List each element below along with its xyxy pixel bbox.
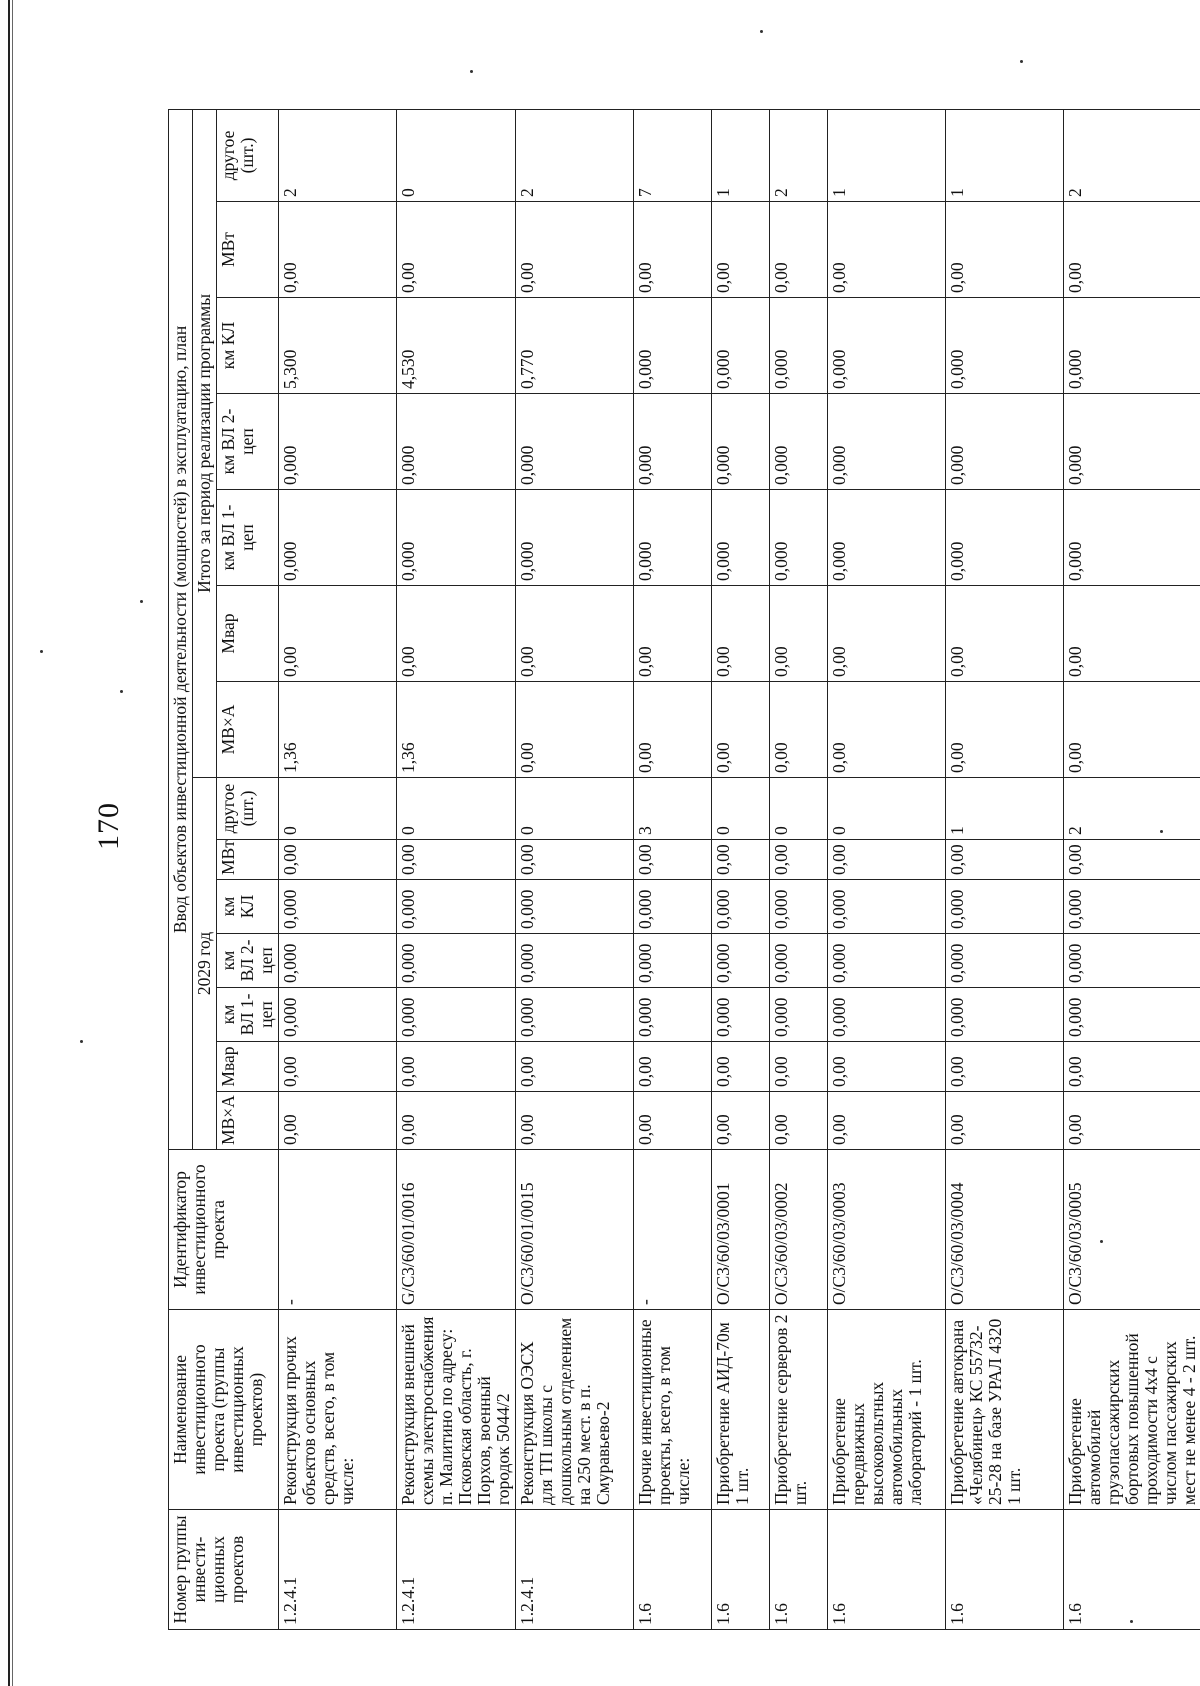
unit-header: МВт bbox=[217, 202, 279, 298]
page-edge-line bbox=[8, 0, 10, 1686]
total-value-cell: 0,000 bbox=[634, 490, 712, 586]
total-value-cell: 0,00 bbox=[946, 202, 1064, 298]
group-number-cell: 1.6 bbox=[1064, 1510, 1200, 1630]
year-value-cell: 0,000 bbox=[397, 880, 516, 934]
total-value-cell: 0,000 bbox=[516, 490, 634, 586]
year-value-cell: 0,000 bbox=[516, 988, 634, 1042]
total-value-cell: 0,000 bbox=[1064, 298, 1200, 394]
total-value-cell: 0,00 bbox=[1064, 586, 1200, 682]
total-value-cell: 0,000 bbox=[516, 394, 634, 490]
total-value-cell: 0,000 bbox=[712, 490, 770, 586]
project-name-cell: Приобретение автокрана «Челябинец» КС 55732-25-28 на базе УРАЛ 4320 1 шт. bbox=[946, 1310, 1064, 1510]
year-value-cell: 0,00 bbox=[770, 1092, 828, 1150]
group-number-cell: 1.2.4.1 bbox=[516, 1510, 634, 1630]
project-id-cell: O/C3/60/03/0004 bbox=[946, 1150, 1064, 1310]
rotated-table-container bbox=[168, 109, 1200, 1630]
unit-header: другое (шт.) bbox=[217, 778, 279, 840]
total-value-cell: 0,770 bbox=[516, 298, 634, 394]
group-number-cell: 1.2.4.1 bbox=[397, 1510, 516, 1630]
total-value-cell: 0,000 bbox=[279, 394, 397, 490]
year-value-cell: 0,000 bbox=[828, 934, 946, 988]
total-value-cell: 0,00 bbox=[279, 586, 397, 682]
year-value-cell: 0,00 bbox=[279, 840, 397, 880]
unit-header: Мвар bbox=[217, 1042, 279, 1092]
year-value-cell: 0,000 bbox=[712, 934, 770, 988]
year-value-cell: 0,000 bbox=[279, 988, 397, 1042]
year-value-cell: 0,000 bbox=[828, 988, 946, 1042]
year-value-cell: 0,00 bbox=[770, 840, 828, 880]
page-number: 170 bbox=[92, 802, 125, 850]
total-value-cell: 0,000 bbox=[828, 298, 946, 394]
total-value-cell: 0,00 bbox=[634, 682, 712, 778]
total-value-cell: 0,00 bbox=[1064, 202, 1200, 298]
total-value-cell: 0,00 bbox=[770, 586, 828, 682]
year-value-cell: 0,00 bbox=[279, 1042, 397, 1092]
header-project-name: Наименование инвестиционного проекта (группы инвестиционных проектов) bbox=[169, 1310, 279, 1510]
year-value-cell: 0,00 bbox=[1064, 840, 1200, 880]
total-value-cell: 2 bbox=[770, 109, 828, 201]
total-value-cell: 0,00 bbox=[279, 202, 397, 298]
unit-header: км КЛ bbox=[217, 298, 279, 394]
year-value-cell: 0,000 bbox=[828, 880, 946, 934]
header-commissioning: Ввод объектов инвестиционной деятельности (мощностей) в эксплуатацию, план bbox=[169, 109, 193, 1149]
project-name-cell: Приобретение серверов 2 шт. bbox=[770, 1310, 828, 1510]
project-id-cell: O/C3/60/03/0003 bbox=[828, 1150, 946, 1310]
year-value-cell: 3 bbox=[634, 778, 712, 840]
total-value-cell: 0,00 bbox=[828, 682, 946, 778]
project-name-cell: Реконструкция внешней схемы электроснабжения п. Малитино по адресу: Псковская область, г. Порхов, военный городок 5044/2 bbox=[397, 1310, 516, 1510]
year-value-cell: 0,00 bbox=[946, 840, 1064, 880]
year-value-cell: 0,00 bbox=[946, 1042, 1064, 1092]
year-value-cell: 0,000 bbox=[712, 880, 770, 934]
year-value-cell: 0 bbox=[828, 778, 946, 840]
project-id-cell: O/C3/60/01/0015 bbox=[516, 1150, 634, 1310]
unit-header: другое (шт.) bbox=[217, 109, 279, 201]
year-value-cell: 0 bbox=[279, 778, 397, 840]
project-name-cell: Приобретение передвижных высоковольтных автомобильных лабораторий - 1 шт. bbox=[828, 1310, 946, 1510]
table-row bbox=[770, 109, 828, 1629]
total-value-cell: 0,00 bbox=[946, 682, 1064, 778]
total-value-cell: 0,00 bbox=[397, 202, 516, 298]
total-value-cell: 4,530 bbox=[397, 298, 516, 394]
project-id-cell: - bbox=[279, 1150, 397, 1310]
unit-header: Мвар bbox=[217, 586, 279, 682]
year-value-cell: 0,000 bbox=[279, 880, 397, 934]
year-value-cell: 0,00 bbox=[397, 1092, 516, 1150]
year-value-cell: 1 bbox=[946, 778, 1064, 840]
total-value-cell: 2 bbox=[1064, 109, 1200, 201]
total-value-cell: 0,00 bbox=[634, 586, 712, 682]
year-value-cell: 0,00 bbox=[1064, 1042, 1200, 1092]
year-value-cell: 0,00 bbox=[516, 1092, 634, 1150]
year-value-cell: 0,00 bbox=[712, 840, 770, 880]
unit-header: МВт bbox=[217, 840, 279, 880]
year-value-cell: 0,00 bbox=[828, 1042, 946, 1092]
year-value-cell: 0 bbox=[712, 778, 770, 840]
unit-header: км ВЛ 2-цеп bbox=[217, 394, 279, 490]
total-value-cell: 0,00 bbox=[397, 586, 516, 682]
year-value-cell: 0,000 bbox=[770, 880, 828, 934]
year-value-cell: 0,000 bbox=[770, 934, 828, 988]
year-value-cell: 0,000 bbox=[516, 934, 634, 988]
year-value-cell: 0,00 bbox=[634, 840, 712, 880]
table-row bbox=[634, 109, 712, 1629]
total-value-cell: 0,000 bbox=[397, 490, 516, 586]
year-value-cell: 0,000 bbox=[1064, 880, 1200, 934]
total-value-cell: 0,000 bbox=[1064, 490, 1200, 586]
year-value-cell: 0 bbox=[397, 778, 516, 840]
year-value-cell: 0,000 bbox=[516, 880, 634, 934]
total-value-cell: 0,000 bbox=[397, 394, 516, 490]
project-name-cell: Приобретение автомобилей грузопассажирских бортовых повышенной проходимости 4x4 с числом пассажирских мест не менее 4 - 2 шт. bbox=[1064, 1310, 1200, 1510]
total-value-cell: 0,000 bbox=[634, 298, 712, 394]
year-value-cell: 0,000 bbox=[634, 934, 712, 988]
total-value-cell: 0,00 bbox=[770, 202, 828, 298]
total-value-cell: 0 bbox=[397, 109, 516, 201]
project-id-cell: - bbox=[634, 1150, 712, 1310]
year-value-cell: 0,00 bbox=[712, 1092, 770, 1150]
year-value-cell: 0,00 bbox=[946, 1092, 1064, 1150]
total-value-cell: 0,000 bbox=[770, 490, 828, 586]
project-name-cell: Прочие инвестиционные проекты, всего, в том числе: bbox=[634, 1310, 712, 1510]
total-value-cell: 0,000 bbox=[828, 394, 946, 490]
project-id-cell: O/C3/60/03/0002 bbox=[770, 1150, 828, 1310]
year-value-cell: 0,000 bbox=[1064, 934, 1200, 988]
total-value-cell: 0,00 bbox=[516, 586, 634, 682]
total-value-cell: 0,00 bbox=[828, 586, 946, 682]
total-value-cell: 5,300 bbox=[279, 298, 397, 394]
header-group-number: Номер группы инвести-ционных проектов bbox=[169, 1510, 279, 1630]
total-value-cell: 0,000 bbox=[634, 394, 712, 490]
total-value-cell: 0,00 bbox=[516, 682, 634, 778]
year-value-cell: 0,00 bbox=[770, 1042, 828, 1092]
year-value-cell: 0,00 bbox=[828, 1092, 946, 1150]
header-year: 2029 год bbox=[193, 778, 217, 1150]
total-value-cell: 1 bbox=[946, 109, 1064, 201]
table-row bbox=[1064, 109, 1200, 1629]
unit-header: км ВЛ 1-цеп bbox=[217, 988, 279, 1042]
total-value-cell: 0,000 bbox=[946, 490, 1064, 586]
project-id-cell: O/C3/60/03/0001 bbox=[712, 1150, 770, 1310]
group-number-cell: 1.6 bbox=[946, 1510, 1064, 1630]
year-value-cell: 0,000 bbox=[946, 934, 1064, 988]
total-value-cell: 0,000 bbox=[712, 298, 770, 394]
header-total: Итого за период реализации программы bbox=[193, 109, 217, 777]
table-row bbox=[279, 109, 397, 1629]
total-value-cell: 1,36 bbox=[279, 682, 397, 778]
unit-header: км ВЛ 1-цеп bbox=[217, 490, 279, 586]
total-value-cell: 2 bbox=[279, 109, 397, 201]
year-value-cell: 0,00 bbox=[279, 1092, 397, 1150]
table-row bbox=[946, 109, 1064, 1629]
year-value-cell: 0,000 bbox=[397, 934, 516, 988]
year-value-cell: 0,000 bbox=[946, 988, 1064, 1042]
group-number-cell: 1.6 bbox=[634, 1510, 712, 1630]
total-value-cell: 1 bbox=[712, 109, 770, 201]
year-value-cell: 0,000 bbox=[634, 988, 712, 1042]
total-value-cell: 0,000 bbox=[828, 490, 946, 586]
year-value-cell: 0,00 bbox=[634, 1092, 712, 1150]
total-value-cell: 1 bbox=[828, 109, 946, 201]
year-value-cell: 0,00 bbox=[397, 840, 516, 880]
total-value-cell: 0,000 bbox=[770, 394, 828, 490]
table-row bbox=[397, 109, 516, 1629]
year-value-cell: 0,000 bbox=[397, 988, 516, 1042]
project-name-cell: Реконструкция прочих объектов основных средств, всего, в том числе: bbox=[279, 1310, 397, 1510]
year-value-cell: 0,00 bbox=[712, 1042, 770, 1092]
table-row bbox=[828, 109, 946, 1629]
year-value-cell: 0 bbox=[516, 778, 634, 840]
total-value-cell: 0,000 bbox=[279, 490, 397, 586]
total-value-cell: 0,000 bbox=[770, 298, 828, 394]
total-value-cell: 0,00 bbox=[1064, 682, 1200, 778]
total-value-cell: 0,00 bbox=[712, 202, 770, 298]
year-value-cell: 0,00 bbox=[634, 1042, 712, 1092]
group-number-cell: 1.6 bbox=[712, 1510, 770, 1630]
group-number-cell: 1.6 bbox=[770, 1510, 828, 1630]
total-value-cell: 0,00 bbox=[828, 202, 946, 298]
total-value-cell: 0,000 bbox=[946, 298, 1064, 394]
header-project-id: Идентификатор инвестиционного проекта bbox=[169, 1150, 279, 1310]
investment-table bbox=[168, 109, 1200, 1630]
total-value-cell: 0,000 bbox=[712, 394, 770, 490]
table-row bbox=[712, 109, 770, 1629]
unit-header: км ВЛ 2-цеп bbox=[217, 934, 279, 988]
total-value-cell: 0,000 bbox=[946, 394, 1064, 490]
project-id-cell: O/C3/60/03/0005 bbox=[1064, 1150, 1200, 1310]
year-value-cell: 0,000 bbox=[770, 988, 828, 1042]
unit-header: км КЛ bbox=[217, 880, 279, 934]
year-value-cell: 0,00 bbox=[516, 1042, 634, 1092]
total-value-cell: 0,00 bbox=[712, 586, 770, 682]
table-row bbox=[516, 109, 634, 1629]
group-number-cell: 1.6 bbox=[828, 1510, 946, 1630]
total-value-cell: 1,36 bbox=[397, 682, 516, 778]
year-value-cell: 0,000 bbox=[1064, 988, 1200, 1042]
unit-header: МВ×А bbox=[217, 1092, 279, 1150]
total-value-cell: 7 bbox=[634, 109, 712, 201]
year-value-cell: 0,000 bbox=[946, 880, 1064, 934]
total-value-cell: 0,00 bbox=[634, 202, 712, 298]
year-value-cell: 0,000 bbox=[712, 988, 770, 1042]
total-value-cell: 0,00 bbox=[770, 682, 828, 778]
year-value-cell: 0,00 bbox=[828, 840, 946, 880]
year-value-cell: 0,000 bbox=[634, 880, 712, 934]
total-value-cell: 2 bbox=[516, 109, 634, 201]
year-value-cell: 0,000 bbox=[279, 934, 397, 988]
total-value-cell: 0,00 bbox=[946, 586, 1064, 682]
total-value-cell: 0,00 bbox=[712, 682, 770, 778]
year-value-cell: 0,00 bbox=[397, 1042, 516, 1092]
year-value-cell: 0 bbox=[770, 778, 828, 840]
group-number-cell: 1.2.4.1 bbox=[279, 1510, 397, 1630]
total-value-cell: 0,000 bbox=[1064, 394, 1200, 490]
year-value-cell: 0,00 bbox=[516, 840, 634, 880]
project-id-cell: G/C3/60/01/0016 bbox=[397, 1150, 516, 1310]
year-value-cell: 0,00 bbox=[1064, 1092, 1200, 1150]
year-value-cell: 2 bbox=[1064, 778, 1200, 840]
total-value-cell: 0,00 bbox=[516, 202, 634, 298]
project-name-cell: Приобретение АИД-70м 1 шт. bbox=[712, 1310, 770, 1510]
unit-header: МВ×А bbox=[217, 682, 279, 778]
page-edge-line-inner bbox=[12, 0, 13, 1686]
project-name-cell: Реконструкция ОЭСХ для ТП школы с дошкольным отделением на 250 мест. в п. Смуравьево-2 bbox=[516, 1310, 634, 1510]
